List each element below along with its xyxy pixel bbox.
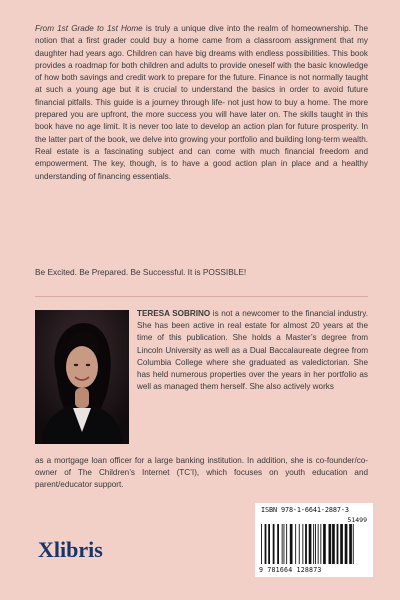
barcode-bar — [268, 524, 270, 564]
barcode-bar — [349, 524, 352, 564]
author-bio-part1 — [137, 308, 368, 393]
barcode-bar — [290, 524, 293, 564]
author-photo — [35, 310, 129, 444]
publisher-logo: Xlibris — [38, 537, 103, 562]
barcode-bar — [340, 524, 343, 564]
barcode-bar — [309, 524, 312, 564]
barcode-bar — [305, 524, 307, 564]
barcode-bar — [299, 524, 300, 564]
author-bio-text: is not a newcomer to the financial industry. She has been active in real estate for almost 20 years at the time of this publication. She holds a Master’s degree from Lincoln University as well as a Dual Baccalaureate degree from Columbia College where she graduated as valedictorian. She has held numerous properties over the years in her portfolio as well as managed them herself. She also actively works — [137, 309, 368, 392]
barcode-bar — [295, 524, 296, 564]
book-description — [35, 23, 368, 183]
isbn-label: ISBN 978-1-6641-2887-3 — [261, 506, 349, 514]
barcode-bar — [318, 524, 319, 564]
tagline: Be Excited. Be Prepared. Be Successful. It is POSSIBLE! — [35, 267, 247, 277]
barcode-bar — [313, 524, 314, 564]
price-code: 51499 — [347, 516, 367, 524]
barcode-bar — [286, 524, 287, 564]
barcode-bar — [320, 524, 321, 564]
barcode-bar — [345, 524, 348, 564]
author-name: TERESA SOBRINO — [137, 309, 211, 318]
barcode-bars — [261, 524, 367, 564]
isbn-barcode — [255, 503, 373, 577]
author-bio-part2: as a mortgage loan officer for a large banking institution. In addition, she is co-founder/co-owner of The Children’s Internet (TC’I), which focuses on youth education and parent/educator support. — [35, 456, 368, 490]
barcode-bar — [261, 524, 262, 564]
barcode-bar — [302, 524, 303, 564]
barcode-bar — [315, 524, 316, 564]
barcode-bar — [332, 524, 335, 564]
barcode-bar — [265, 524, 267, 564]
barcode-bar — [323, 524, 326, 564]
barcode-bar — [277, 524, 279, 564]
book-description-text: is truly a unique dive into the realm of homeownership. The notion that a first grader could buy a home came from a classroom assignment that my daughter had years ago. Children can have big dreams with endless possibilities. This book provides a roadmap for both children and adults to provide oneself with the basic knowledge of how both savings and credit work to prepare for the future. Finance is not normally taught at such a young age but it is crucial to understand the basics in order to avoid future financial pitfalls. This guide is a journey through life- not just how to buy a home. The more prepared you are upfront, the more success you will have later on. The skills taught in this book have no age limit. It is never too late to develop an action plan for future prosperity. In the latter part of the book, we delve into growing your portfolio and building long-term wealth. Real estate is a fascinating subject and can come with much financial freedom and empowerment. The key, though, is to have a good action plan in place and a healthy understanding of financing essentials. — [35, 24, 368, 181]
barcode-bar — [329, 524, 332, 564]
barcode-bar — [337, 524, 339, 564]
barcode-bar — [273, 524, 275, 564]
section-divider — [35, 296, 368, 297]
barcode-digits: 9 781664 128873 — [259, 566, 322, 574]
barcode-bar — [284, 524, 285, 564]
book-title: From 1st Grade to 1st Home — [35, 24, 143, 33]
barcode-bar — [353, 524, 354, 564]
barcode-bar — [282, 524, 283, 564]
